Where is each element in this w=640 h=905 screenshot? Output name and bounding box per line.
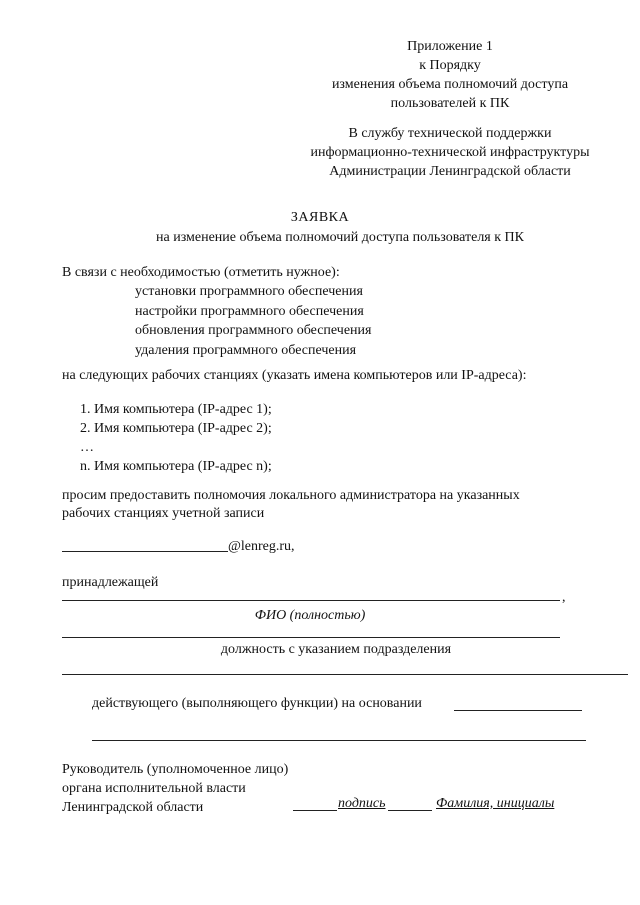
appendix-line-2: к Порядку [419,58,481,73]
email-domain-suffix: @lenreg.ru, [228,539,295,554]
signatory-block [62,760,288,817]
fio-comma: , [562,590,566,605]
stations-list [80,400,272,476]
email-login-field[interactable] [62,551,228,552]
fio-caption: ФИО (полностью) [254,608,366,623]
addressee-line-1: В службу технической поддержки [348,126,552,141]
signature-line-right[interactable] [388,810,432,811]
addressee-line-2: информационно-технической инфраструктуры [310,145,590,160]
request-line-2: рабочих станциях учетной записи [62,506,265,521]
signature-label: подпись [338,796,386,811]
station-item-2: 2. Имя компьютера (IP-адрес 2); [80,421,272,436]
document-subtitle: на изменение объема полномочий доступа пользователя к ПК [156,230,524,245]
option-configure: настройки программного обеспечения [135,303,364,319]
signatory-line-1: Руководитель (уполномоченное лицо) [62,762,289,777]
option-remove: удаления программного обеспечения [135,342,357,358]
stations-intro: на следующих рабочих станциях (указать имена компьютеров или IP-адреса): [62,368,527,383]
belonging-label: принадлежащей [62,575,159,590]
option-install: установки программного обеспечения [135,284,363,299]
appendix-line-1: Приложение 1 [407,39,493,54]
position-field[interactable] [62,637,560,638]
appendix-line-4: пользователей к ПК [390,96,510,111]
position-field-underline [62,674,628,675]
basis-field-continuation[interactable] [92,740,586,741]
signatory-line-2: органа исполнительной власти [62,781,246,796]
name-initials-label: Фамилия, инициалы [436,796,555,811]
station-item-ellipsis: … [80,440,94,455]
appendix-header [300,37,600,113]
acting-basis-label: действующего (выполняющего функции) на основании [92,696,422,711]
basis-field[interactable] [454,710,582,711]
station-item-1: 1. Имя компьютера (IP-адрес 1); [80,402,272,417]
position-caption: должность с указанием подразделения [220,642,452,657]
fio-field[interactable] [62,600,560,601]
option-update: обновления программного обеспечения [135,323,372,338]
request-line-1: просим предоставить полномочия локального администратора на указанных [62,488,520,503]
addressee-line-3: Администрации Ленинградской области [329,164,571,179]
appendix-line-3: изменения объема полномочий доступа [331,77,569,92]
station-item-n: n. Имя компьютера (IP-адрес n); [80,459,272,474]
document-title: ЗАЯВКА [290,210,350,225]
addressee-block [290,124,610,181]
signature-line-left[interactable] [293,810,337,811]
signatory-line-3: Ленинградской области [62,800,204,815]
options-list [135,282,371,360]
intro-text: В связи с необходимостью (отметить нужное): [62,265,340,280]
